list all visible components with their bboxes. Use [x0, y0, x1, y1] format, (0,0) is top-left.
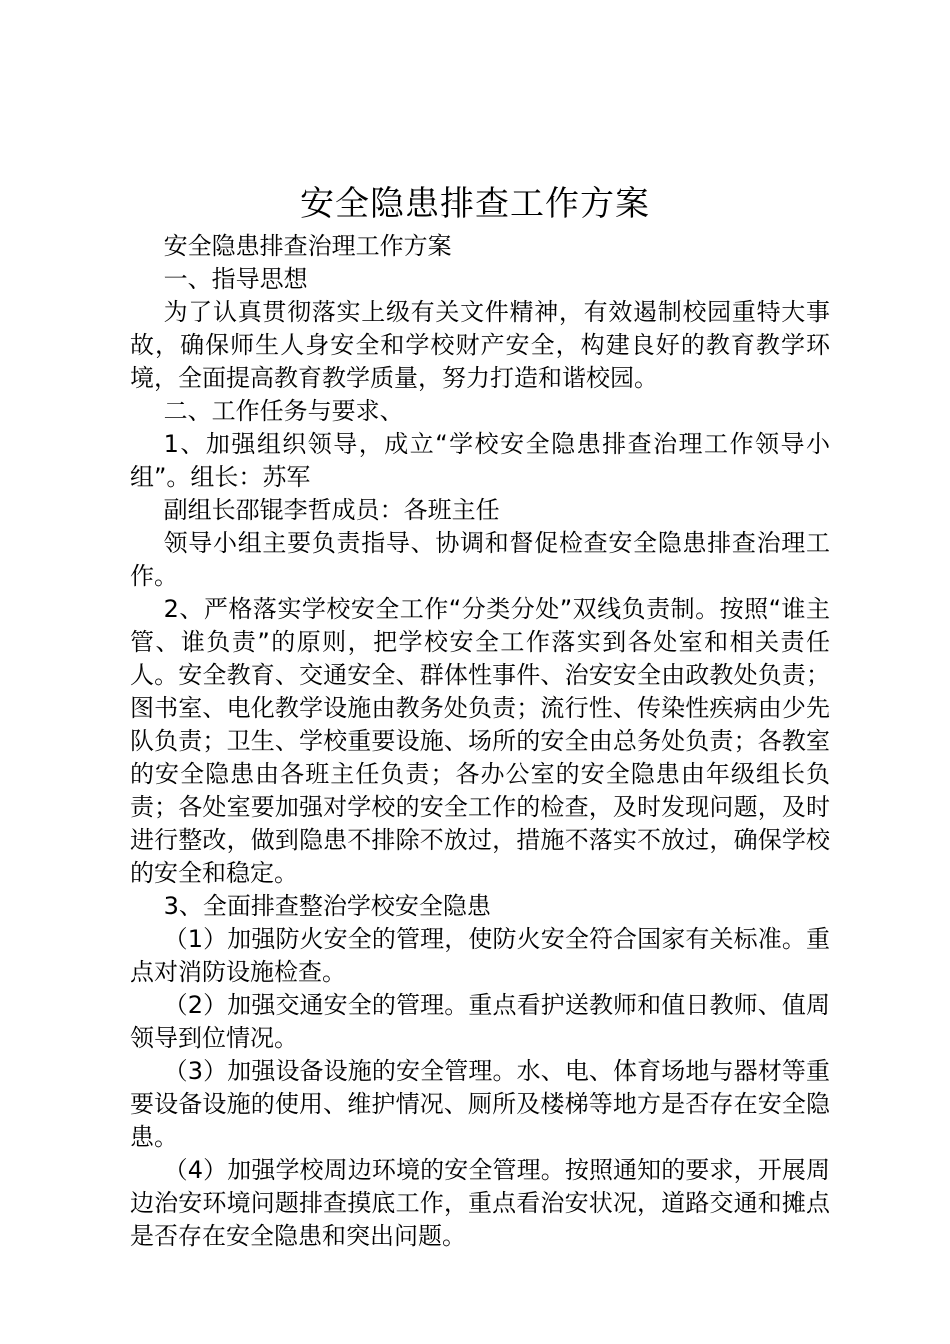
paragraph-item-4: （4）加强学校周边环境的安全管理。按照通知的要求，开展周边治安环境问题排查摸底工作，重点看治安状况，道路交通和摊点是否存在安全隐患和突出问题。 [130, 1156, 830, 1250]
paragraph-item-1: （1）加强防火安全的管理，使防火安全符合国家有关标准。重点对消防设施检查。 [130, 925, 830, 986]
document-title: 安全隐患排查工作方案 [300, 184, 650, 224]
paragraph-task-1: 1、加强组织领导，成立“学校安全隐患排查治理工作领导小组”。组长：苏军 [130, 430, 830, 491]
paragraph-leadership-duties: 领导小组主要负责指导、协调和督促检查安全隐患排查治理工作。 [130, 529, 830, 590]
paragraph-item-2: （2）加强交通安全的管理。重点看护送教师和值日教师、值周领导到位情况。 [130, 991, 830, 1052]
paragraph-guiding-ideology: 为了认真贯彻落实上级有关文件精神，有效遏制校园重特大事故，确保师生人身安全和学校财产安全，构建良好的教育教学环境，全面提高教育教学质量，努力打造和谐校园。 [130, 298, 830, 392]
paragraph-deputy-members: 副组长邵锟李哲成员：各班主任 [163, 496, 500, 524]
section-heading-guiding-ideology: 一、指导思想 [163, 265, 308, 293]
paragraph-item-3: （3）加强设备设施的安全管理。水、电、体育场地与器材等重要设备设施的使用、维护情况、厕所及楼梯等地方是否存在安全隐患。 [130, 1057, 830, 1151]
section-heading-tasks: 二、工作任务与要求、 [163, 397, 404, 425]
document-body [130, 230, 830, 1253]
paragraph-task-3: 3、全面排查整治学校安全隐患 [163, 892, 491, 920]
paragraph-task-2: 2、严格落实学校安全工作“分类分处”双线负责制。按照“谁主管、谁负责”的原则，把学校安全工作落实到各处室和相关责任人。安全教育、交通安全、群体性事件、治安安全由政教处负责；图书室、电化教学设施由教务处负责；流行性、传染性疾病由少先队负责；卫生、学校重要设施、场所的安全由总务处负责；各教室的安全隐患由各班主任负责；各办公室的安全隐患由年级组长负责；各处室要加强对学校的安全工作的检查，及时发现问题，及时进行整改，做到隐患不排除不放过，措施不落实不放过，确保学校的安全和稳定。 [130, 595, 830, 887]
subtitle-paragraph: 安全隐患排查治理工作方案 [163, 232, 452, 260]
